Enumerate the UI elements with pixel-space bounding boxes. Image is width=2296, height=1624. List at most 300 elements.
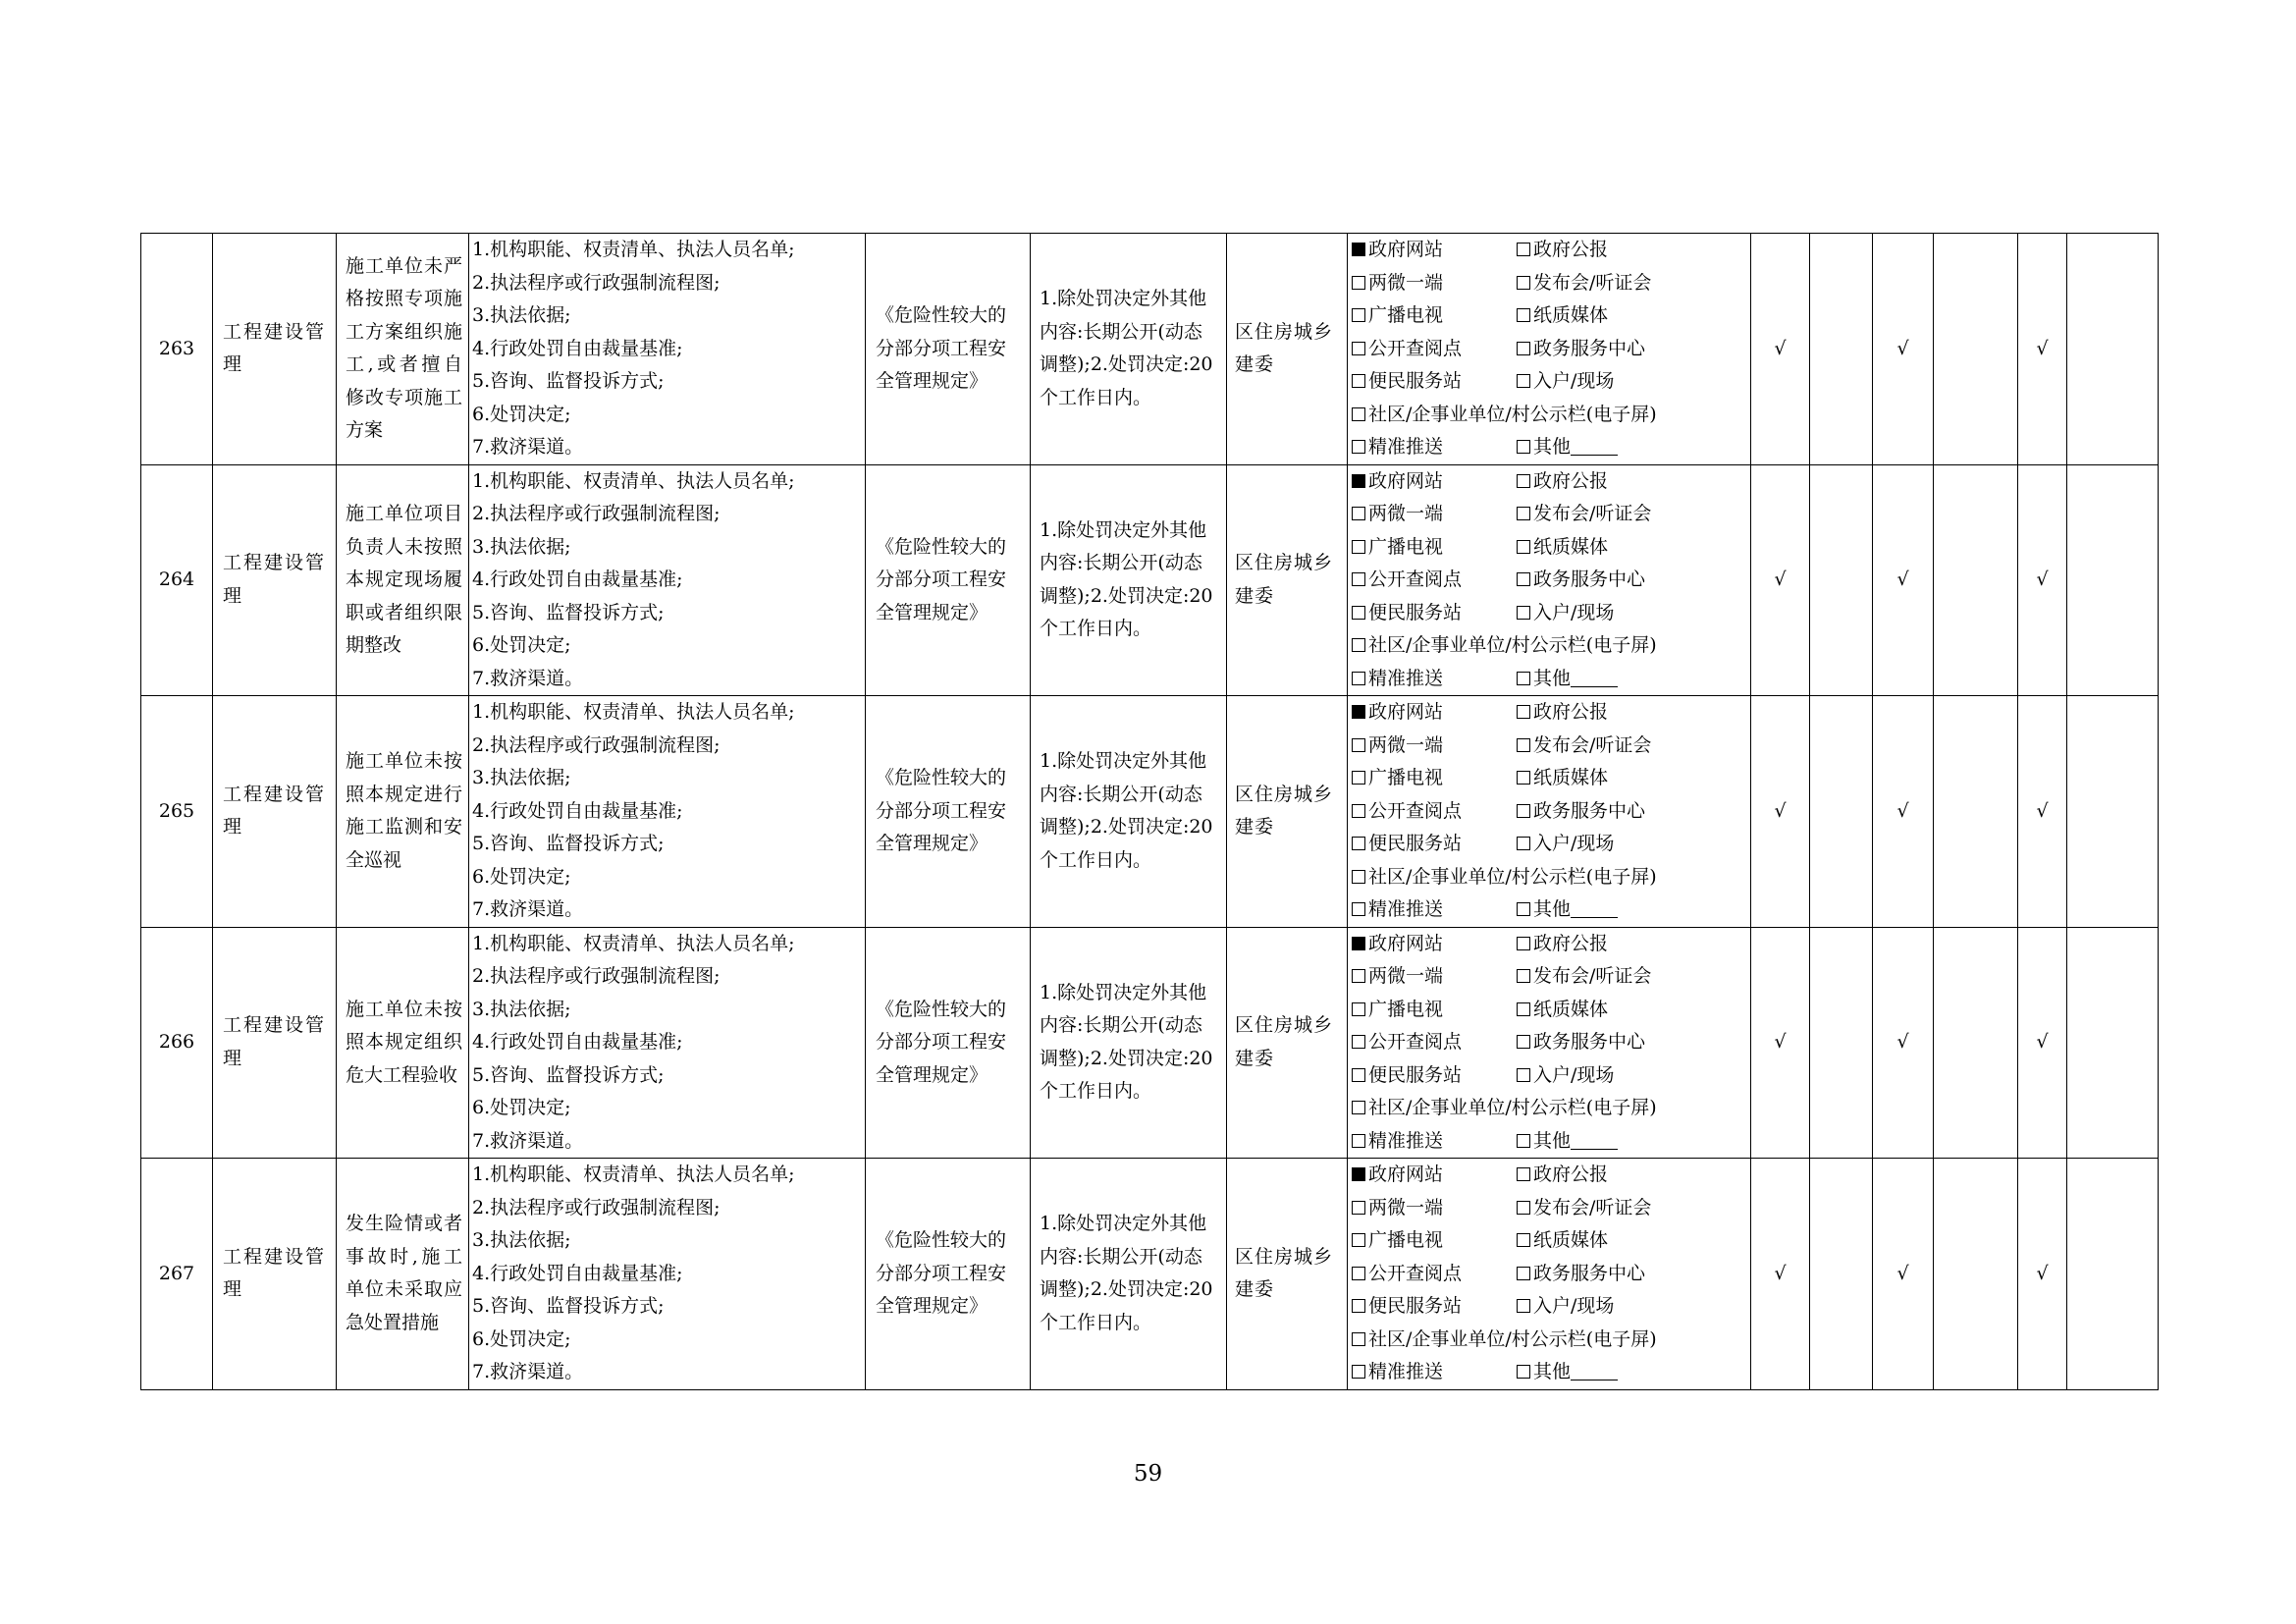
empty-cell: [2067, 927, 2159, 1159]
unchecked-box-icon[interactable]: [1517, 1201, 1530, 1215]
unchecked-box-icon[interactable]: [1517, 1035, 1530, 1049]
channel-option[interactable]: [1517, 795, 1645, 829]
content-line: 3.执法依据;: [472, 1229, 571, 1251]
table-row: [141, 234, 2159, 465]
content-line: 2.执法程序或行政强制流程图;: [472, 965, 721, 987]
channel-label: 社区/企事业单位/村公示栏(电子屏): [1368, 1097, 1657, 1118]
channel-option[interactable]: [1352, 960, 1517, 994]
basis-text: 《危险性较大的分部分项工程安全管理规定》: [876, 998, 1007, 1086]
issue-cell: [337, 464, 469, 696]
channel-label: 纸质媒体: [1533, 1229, 1609, 1251]
content-line: 7.救济渠道。: [472, 898, 584, 920]
unchecked-box-icon[interactable]: [1352, 1365, 1365, 1379]
dept-cell: [1227, 927, 1348, 1159]
channel-option[interactable]: [1352, 1125, 1517, 1159]
issue-cell: [337, 1159, 469, 1390]
content-line: 5.咨询、监督投诉方式;: [472, 601, 665, 623]
channel-label: 广播电视: [1368, 535, 1444, 558]
channel-option[interactable]: [1352, 828, 1517, 861]
channel-label: 政务服务中心: [1533, 337, 1646, 359]
channel-row: [1352, 960, 1748, 994]
channel-row: [1352, 531, 1748, 565]
disclosure-table: [140, 233, 2159, 1390]
channel-label: 便民服务站: [1368, 1063, 1463, 1086]
period-cell: [1031, 696, 1227, 928]
channel-row: [1352, 629, 1748, 663]
channel-label: 广播电视: [1368, 1229, 1444, 1251]
dept-text: 区住房城乡建委: [1235, 320, 1334, 376]
channel-label: 政府网站: [1368, 701, 1444, 723]
channel-row: [1352, 333, 1748, 366]
empty-cell: [1810, 234, 1873, 465]
channel-option[interactable]: [1517, 531, 1608, 565]
channel-row: [1352, 431, 1748, 464]
channel-option[interactable]: [1352, 299, 1517, 333]
checked-box-icon[interactable]: [1352, 243, 1365, 256]
empty-cell: [1810, 927, 1873, 1159]
blank-line: [1571, 671, 1618, 687]
channel-option[interactable]: [1352, 1092, 1657, 1125]
category-cell: [213, 464, 337, 696]
category-cell: [213, 1159, 337, 1390]
unchecked-box-icon[interactable]: [1517, 507, 1530, 520]
channel-label: 精准推送: [1368, 1361, 1444, 1382]
channel-row: [1352, 498, 1748, 531]
blank-line: [1571, 439, 1618, 456]
content-line: 2.执法程序或行政强制流程图;: [472, 733, 721, 756]
channel-option[interactable]: [1517, 498, 1651, 531]
channel-row: [1352, 828, 1748, 861]
channel-option[interactable]: [1352, 861, 1657, 894]
period-text: 1.除处罚决定外其他内容:长期公开(动态调整);2.处罚决定:20个工作日内。: [1040, 288, 1213, 408]
basis-text: 《危险性较大的分部分项工程安全管理规定》: [876, 535, 1007, 623]
channel-option[interactable]: [1517, 1224, 1608, 1258]
empty-cell: [1934, 696, 2018, 928]
issue-text: 施工单位未严格按照专项施工方案组织施工,或者擅自修改专项施工方案: [346, 254, 462, 442]
channel-option[interactable]: [1517, 597, 1614, 630]
channel-label: 入户/现场: [1533, 370, 1615, 392]
channel-label: 政府公报: [1533, 701, 1609, 723]
content-cell: [469, 927, 866, 1159]
period-text: 1.除处罚决定外其他内容:长期公开(动态调整);2.处罚决定:20个工作日内。: [1040, 750, 1213, 871]
channel-row: [1352, 762, 1748, 795]
row-number: 267: [141, 1159, 213, 1390]
unchecked-box-icon[interactable]: [1517, 374, 1530, 388]
channel-option[interactable]: [1352, 1192, 1517, 1225]
channel-row: [1352, 399, 1748, 432]
channel-label: 公开查阅点: [1368, 1262, 1463, 1284]
category-text: 工程建设管理: [223, 1014, 327, 1069]
channel-option[interactable]: [1517, 431, 1618, 464]
channel-label: 精准推送: [1368, 1129, 1444, 1152]
channel-label: 广播电视: [1368, 998, 1444, 1020]
channel-option[interactable]: [1352, 795, 1517, 829]
channel-label: 其他: [1533, 1361, 1572, 1382]
channel-option[interactable]: [1517, 1290, 1614, 1324]
unchecked-box-icon[interactable]: [1352, 407, 1365, 421]
channel-option[interactable]: [1352, 234, 1517, 267]
channel-option[interactable]: [1517, 1356, 1618, 1389]
channel-option[interactable]: [1352, 564, 1517, 597]
channel-option[interactable]: [1517, 663, 1618, 696]
channel-option[interactable]: [1352, 1059, 1517, 1093]
checked-box-icon[interactable]: [1352, 705, 1365, 719]
check-cell-1: √: [1751, 927, 1810, 1159]
channel-option[interactable]: [1517, 893, 1618, 927]
unchecked-box-icon[interactable]: [1517, 672, 1530, 685]
content-line: 2.执法程序或行政强制流程图;: [472, 1196, 721, 1218]
channel-row: [1352, 1092, 1748, 1125]
channel-label: 社区/企事业单位/村公示栏(电子屏): [1368, 634, 1657, 656]
channel-label: 两微一端: [1368, 503, 1444, 524]
issue-cell: [337, 696, 469, 928]
category-cell: [213, 234, 337, 465]
check-cell-2: √: [1873, 927, 1934, 1159]
unchecked-box-icon[interactable]: [1517, 771, 1530, 785]
channel-option[interactable]: [1352, 1224, 1517, 1258]
period-text: 1.除处罚决定外其他内容:长期公开(动态调整);2.处罚决定:20个工作日内。: [1040, 518, 1213, 640]
channel-row: [1352, 730, 1748, 763]
unchecked-box-icon[interactable]: [1352, 902, 1365, 916]
channel-label: 发布会/听证会: [1533, 1196, 1652, 1218]
channel-label: 其他: [1533, 1129, 1572, 1152]
channel-option[interactable]: [1352, 762, 1517, 795]
channel-row: [1352, 299, 1748, 333]
channel-label: 公开查阅点: [1368, 799, 1463, 822]
channels-cell: [1348, 927, 1751, 1159]
check-cell-1: √: [1751, 1159, 1810, 1390]
channel-option[interactable]: [1352, 365, 1517, 399]
unchecked-box-icon[interactable]: [1517, 606, 1530, 620]
unchecked-box-icon[interactable]: [1352, 1101, 1365, 1114]
unchecked-box-icon[interactable]: [1352, 308, 1365, 322]
category-text: 工程建设管理: [223, 552, 327, 607]
channel-row: [1352, 1356, 1748, 1389]
empty-cell: [2067, 1159, 2159, 1390]
unchecked-box-icon[interactable]: [1352, 837, 1365, 850]
dept-text: 区住房城乡建委: [1235, 1245, 1334, 1301]
unchecked-box-icon[interactable]: [1517, 474, 1530, 488]
empty-cell: [1934, 464, 2018, 696]
channel-label: 其他: [1533, 667, 1572, 689]
page-number: 59: [1133, 1461, 1163, 1487]
empty-cell: [1810, 464, 1873, 696]
content-line: 7.救济渠道。: [472, 1361, 584, 1382]
unchecked-box-icon[interactable]: [1352, 1332, 1365, 1346]
channel-row: [1352, 928, 1748, 961]
table-row: [141, 1159, 2159, 1390]
unchecked-box-icon[interactable]: [1517, 540, 1530, 554]
channel-label: 社区/企事业单位/村公示栏(电子屏): [1368, 403, 1657, 425]
unchecked-box-icon[interactable]: [1517, 276, 1530, 290]
unchecked-box-icon[interactable]: [1517, 969, 1530, 983]
channel-option[interactable]: [1352, 629, 1657, 663]
unchecked-box-icon[interactable]: [1517, 572, 1530, 586]
unchecked-box-icon[interactable]: [1352, 672, 1365, 685]
content-line: 5.咨询、监督投诉方式;: [472, 1295, 665, 1317]
channel-label: 社区/企事业单位/村公示栏(电子屏): [1368, 865, 1657, 888]
empty-cell: [1934, 234, 2018, 465]
period-cell: [1031, 464, 1227, 696]
unchecked-box-icon[interactable]: [1517, 342, 1530, 355]
channel-option[interactable]: [1352, 730, 1517, 763]
channel-label: 政府网站: [1368, 239, 1444, 260]
content-line: 4.行政处罚自由裁量基准;: [472, 1262, 683, 1284]
channel-row: [1352, 795, 1748, 829]
blank-line: [1571, 1364, 1618, 1380]
channel-label: 广播电视: [1368, 767, 1444, 788]
channel-option[interactable]: [1517, 960, 1651, 994]
channel-row: [1352, 1125, 1748, 1159]
unchecked-box-icon[interactable]: [1352, 374, 1365, 388]
unchecked-box-icon[interactable]: [1352, 507, 1365, 520]
content-line: 5.咨询、监督投诉方式;: [472, 1063, 665, 1086]
channel-row: [1352, 663, 1748, 696]
content-line: 7.救济渠道。: [472, 1129, 584, 1152]
channel-option[interactable]: [1352, 893, 1517, 927]
channel-label: 两微一端: [1368, 1196, 1444, 1218]
channel-option[interactable]: [1517, 696, 1608, 730]
issue-cell: [337, 234, 469, 465]
channel-option[interactable]: [1352, 333, 1517, 366]
content-line: 1.机构职能、权责清单、执法人员名单;: [472, 239, 795, 260]
channel-option[interactable]: [1352, 431, 1517, 464]
check-cell-3: √: [2018, 1159, 2067, 1390]
channel-label: 政府公报: [1533, 469, 1609, 492]
unchecked-box-icon[interactable]: [1352, 1035, 1365, 1049]
channel-label: 政务服务中心: [1533, 1031, 1646, 1053]
issue-cell: [337, 927, 469, 1159]
unchecked-box-icon[interactable]: [1352, 804, 1365, 818]
unchecked-box-icon[interactable]: [1352, 771, 1365, 785]
unchecked-box-icon[interactable]: [1517, 705, 1530, 719]
channel-option[interactable]: [1517, 333, 1645, 366]
channel-label: 社区/企事业单位/村公示栏(电子屏): [1368, 1327, 1657, 1350]
basis-cell: [866, 927, 1031, 1159]
channel-row: [1352, 597, 1748, 630]
unchecked-box-icon[interactable]: [1517, 902, 1530, 916]
channel-label: 两微一端: [1368, 271, 1444, 294]
unchecked-box-icon[interactable]: [1352, 1201, 1365, 1215]
channel-label: 发布会/听证会: [1533, 271, 1652, 294]
period-cell: [1031, 1159, 1227, 1390]
channel-label: 发布会/听证会: [1533, 733, 1652, 756]
channel-option[interactable]: [1352, 267, 1517, 300]
content-line: 5.咨询、监督投诉方式;: [472, 370, 665, 392]
channel-option[interactable]: [1352, 597, 1517, 630]
content-line: 1.机构职能、权责清单、执法人员名单;: [472, 932, 795, 954]
channel-label: 精准推送: [1368, 667, 1444, 689]
checked-box-icon[interactable]: [1352, 1167, 1365, 1181]
channel-row: [1352, 1159, 1748, 1192]
unchecked-box-icon[interactable]: [1352, 342, 1365, 355]
unchecked-box-icon[interactable]: [1517, 1299, 1530, 1313]
unchecked-box-icon[interactable]: [1352, 606, 1365, 620]
channel-option[interactable]: [1352, 1258, 1517, 1291]
unchecked-box-icon[interactable]: [1517, 1002, 1530, 1016]
unchecked-box-icon[interactable]: [1517, 1068, 1530, 1082]
channel-label: 政府公报: [1533, 932, 1609, 954]
channel-option[interactable]: [1352, 928, 1517, 961]
channel-option[interactable]: [1352, 1159, 1517, 1192]
unchecked-box-icon[interactable]: [1352, 969, 1365, 983]
channel-label: 政府公报: [1533, 239, 1609, 260]
check-cell-3: √: [2018, 696, 2067, 928]
dept-cell: [1227, 1159, 1348, 1390]
unchecked-box-icon[interactable]: [1352, 572, 1365, 586]
channel-option[interactable]: [1517, 730, 1651, 763]
channel-label: 其他: [1533, 898, 1572, 920]
basis-cell: [866, 696, 1031, 928]
unchecked-box-icon[interactable]: [1352, 540, 1365, 554]
unchecked-box-icon[interactable]: [1517, 1233, 1530, 1247]
unchecked-box-icon[interactable]: [1517, 1134, 1530, 1148]
channel-option[interactable]: [1352, 994, 1517, 1027]
channel-option[interactable]: [1517, 465, 1608, 499]
channel-option[interactable]: [1517, 564, 1645, 597]
checked-box-icon[interactable]: [1352, 474, 1365, 488]
unchecked-box-icon[interactable]: [1517, 937, 1530, 950]
period-text: 1.除处罚决定外其他内容:长期公开(动态调整);2.处罚决定:20个工作日内。: [1040, 1213, 1213, 1333]
unchecked-box-icon[interactable]: [1517, 243, 1530, 256]
channel-option[interactable]: [1352, 399, 1657, 432]
channel-row: [1352, 1224, 1748, 1258]
channel-option[interactable]: [1517, 828, 1614, 861]
channel-label: 其他: [1533, 436, 1572, 458]
channel-option[interactable]: [1517, 1059, 1614, 1093]
channel-option[interactable]: [1352, 531, 1517, 565]
content-line: 6.处罚决定;: [472, 865, 571, 888]
channel-option[interactable]: [1517, 1125, 1618, 1159]
channel-option[interactable]: [1517, 234, 1608, 267]
category-text: 工程建设管理: [223, 783, 327, 839]
channels-cell: [1348, 464, 1751, 696]
basis-text: 《危险性较大的分部分项工程安全管理规定》: [876, 1229, 1007, 1317]
channel-label: 广播电视: [1368, 304, 1444, 326]
channel-label: 纸质媒体: [1533, 535, 1609, 558]
table-row: [141, 464, 2159, 696]
issue-text: 施工单位未按照本规定进行施工监测和安全巡视: [346, 750, 462, 871]
unchecked-box-icon[interactable]: [1352, 870, 1365, 884]
channel-option[interactable]: [1517, 994, 1608, 1027]
check-cell-1: √: [1751, 234, 1810, 465]
channel-option[interactable]: [1352, 696, 1517, 730]
channel-row: [1352, 1258, 1748, 1291]
channel-option[interactable]: [1517, 1026, 1645, 1059]
empty-cell: [2067, 234, 2159, 465]
channel-option[interactable]: [1517, 267, 1651, 300]
unchecked-box-icon[interactable]: [1352, 1267, 1365, 1280]
channel-option[interactable]: [1352, 1356, 1517, 1389]
channel-row: [1352, 1026, 1748, 1059]
content-line: 4.行政处罚自由裁量基准;: [472, 337, 683, 359]
channel-row: [1352, 1324, 1748, 1357]
channel-option[interactable]: [1352, 1290, 1517, 1324]
unchecked-box-icon[interactable]: [1352, 1134, 1365, 1148]
period-cell: [1031, 234, 1227, 465]
channel-label: 便民服务站: [1368, 1295, 1463, 1317]
channel-row: [1352, 696, 1748, 730]
channel-option[interactable]: [1517, 1159, 1608, 1192]
unchecked-box-icon[interactable]: [1352, 1233, 1365, 1247]
channel-label: 公开查阅点: [1368, 1031, 1463, 1053]
channel-label: 政务服务中心: [1533, 568, 1646, 590]
check-cell-3: √: [2018, 234, 2067, 465]
content-line: 1.机构职能、权责清单、执法人员名单;: [472, 1164, 795, 1185]
unchecked-box-icon[interactable]: [1517, 440, 1530, 454]
unchecked-box-icon[interactable]: [1517, 308, 1530, 322]
unchecked-box-icon[interactable]: [1517, 1267, 1530, 1280]
channel-option[interactable]: [1517, 1192, 1651, 1225]
checked-box-icon[interactable]: [1352, 937, 1365, 950]
unchecked-box-icon[interactable]: [1352, 738, 1365, 752]
unchecked-box-icon[interactable]: [1517, 738, 1530, 752]
channel-label: 政府网站: [1368, 1164, 1444, 1185]
unchecked-box-icon[interactable]: [1352, 276, 1365, 290]
unchecked-box-icon[interactable]: [1517, 1365, 1530, 1379]
channels-cell: [1348, 1159, 1751, 1390]
channel-label: 政府公报: [1533, 1164, 1609, 1185]
unchecked-box-icon[interactable]: [1352, 440, 1365, 454]
channel-label: 纸质媒体: [1533, 998, 1609, 1020]
channel-label: 入户/现场: [1533, 1295, 1615, 1317]
content-cell: [469, 464, 866, 696]
channel-option[interactable]: [1352, 1324, 1657, 1357]
channel-row: [1352, 893, 1748, 927]
dept-cell: [1227, 464, 1348, 696]
channel-row: [1352, 994, 1748, 1027]
channel-label: 发布会/听证会: [1533, 503, 1652, 524]
dept-cell: [1227, 234, 1348, 465]
unchecked-box-icon[interactable]: [1352, 1002, 1365, 1016]
content-cell: [469, 234, 866, 465]
dept-text: 区住房城乡建委: [1235, 1014, 1334, 1069]
issue-text: 施工单位项目负责人未按照本规定现场履职或者组织限期整改: [346, 503, 462, 656]
channel-option[interactable]: [1517, 299, 1608, 333]
unchecked-box-icon[interactable]: [1352, 638, 1365, 652]
channel-option[interactable]: [1517, 762, 1608, 795]
content-line: 2.执法程序或行政强制流程图;: [472, 503, 721, 524]
unchecked-box-icon[interactable]: [1517, 1167, 1530, 1181]
content-line: 3.执法依据;: [472, 535, 571, 558]
basis-text: 《危险性较大的分部分项工程安全管理规定》: [876, 304, 1007, 392]
channel-label: 精准推送: [1368, 436, 1444, 458]
unchecked-box-icon[interactable]: [1517, 837, 1530, 850]
content-line: 7.救济渠道。: [472, 667, 584, 689]
channel-option[interactable]: [1517, 365, 1614, 399]
unchecked-box-icon[interactable]: [1352, 1068, 1365, 1082]
channel-option[interactable]: [1352, 663, 1517, 696]
check-cell-2: √: [1873, 234, 1934, 465]
channel-option[interactable]: [1352, 1026, 1517, 1059]
channel-row: [1352, 465, 1748, 499]
channel-option[interactable]: [1517, 1258, 1645, 1291]
channel-option[interactable]: [1517, 928, 1608, 961]
channel-row: [1352, 861, 1748, 894]
content-line: 5.咨询、监督投诉方式;: [472, 833, 665, 854]
check-cell-2: √: [1873, 464, 1934, 696]
check-cell-2: √: [1873, 696, 1934, 928]
dept-text: 区住房城乡建委: [1235, 552, 1334, 607]
channel-label: 政务服务中心: [1533, 1262, 1646, 1284]
channel-option[interactable]: [1352, 498, 1517, 531]
content-line: 6.处罚决定;: [472, 1327, 571, 1350]
content-line: 6.处罚决定;: [472, 634, 571, 656]
channel-option[interactable]: [1352, 465, 1517, 499]
unchecked-box-icon[interactable]: [1352, 1299, 1365, 1313]
issue-text: 施工单位未按照本规定组织危大工程验收: [346, 998, 462, 1086]
unchecked-box-icon[interactable]: [1517, 804, 1530, 818]
